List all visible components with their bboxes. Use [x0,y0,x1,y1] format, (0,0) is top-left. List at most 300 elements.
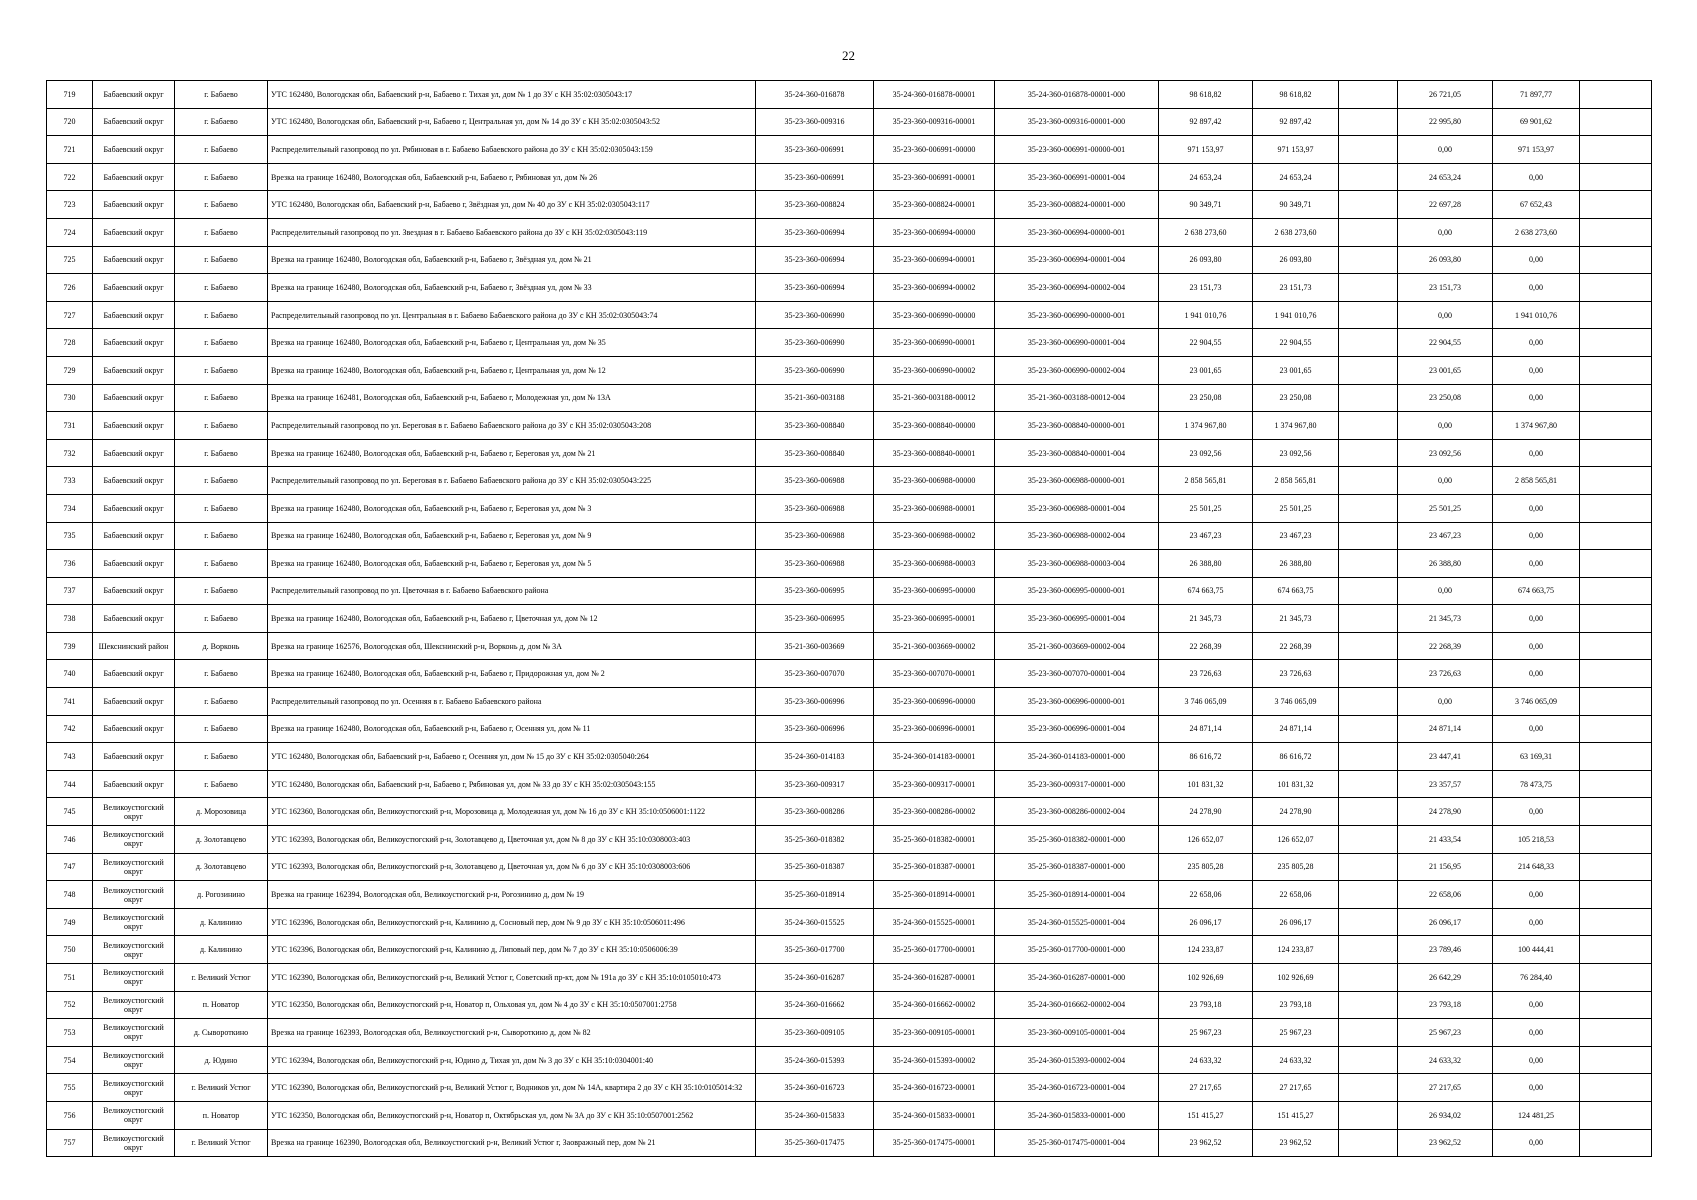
amount-cell: 101 831,32 [1159,770,1253,798]
district-cell: Великоустюгский округ [93,1046,175,1074]
amount-cell: 0,00 [1493,439,1580,467]
table-row [47,108,1652,136]
object-id-cell: 35-24-360-016287 [756,964,874,992]
object-full-id-cell: 35-24-360-015525-00001-004 [995,908,1159,936]
amount-cell: 25 967,23 [1159,1019,1253,1047]
object-description-cell: УТС 162480, Вологодская обл, Бабаевский р-н, Бабаево г. Тихая ул, дом № 1 до ЗУ с КН 35:02:0305043:17 [268,81,756,109]
object-id-cell: 35-23-360-009105 [756,1019,874,1047]
amount-cell: 92 897,42 [1253,108,1339,136]
amount-cell: 86 616,72 [1159,743,1253,771]
amount-cell: 22 697,28 [1398,191,1493,219]
object-sub-id-cell: 35-23-360-006990-00001 [874,329,995,357]
object-full-id-cell: 35-24-360-015833-00001-000 [995,1101,1159,1129]
object-description-cell: УТС 162350, Вологодская обл, Великоустюгский р-н, Новатор п, Ольховая ул, дом № 4 до ЗУ с КН 35:10:0507001:2758 [268,991,756,1019]
object-full-id-cell: 35-24-360-016287-00001-000 [995,964,1159,992]
amount-cell: 2 858 565,81 [1493,467,1580,495]
district-cell: Великоустюгский округ [93,853,175,881]
amount-cell: 67 652,43 [1493,191,1580,219]
object-id-cell: 35-23-360-006988 [756,467,874,495]
amount-cell: 22 658,06 [1159,881,1253,909]
object-sub-id-cell: 35-23-360-006995-00001 [874,605,995,633]
object-full-id-cell: 35-23-360-006996-00000-001 [995,688,1159,716]
object-id-cell: 35-23-360-006990 [756,356,874,384]
district-cell: Бабаевский округ [93,191,175,219]
object-id-cell: 35-23-360-006995 [756,605,874,633]
district-cell: Бабаевский округ [93,715,175,743]
district-cell: Бабаевский округ [93,136,175,164]
amount-cell: 76 284,40 [1493,964,1580,992]
empty-cell [1339,715,1398,743]
amount-cell: 25 967,23 [1253,1019,1339,1047]
amount-cell: 22 268,39 [1398,632,1493,660]
amount-cell: 24 633,32 [1398,1046,1493,1074]
empty-cell [1580,770,1652,798]
object-full-id-cell: 35-23-360-006988-00000-001 [995,467,1159,495]
object-full-id-cell: 35-23-360-009316-00001-000 [995,108,1159,136]
district-cell: Великоустюгский округ [93,1129,175,1157]
amount-cell: 971 153,97 [1493,136,1580,164]
amount-cell: 235 805,28 [1159,853,1253,881]
row-number: 731 [47,412,93,440]
empty-cell [1339,605,1398,633]
table-row [47,964,1652,992]
row-number: 722 [47,163,93,191]
amount-cell: 24 653,24 [1253,163,1339,191]
object-id-cell: 35-23-360-006988 [756,550,874,578]
object-description-cell: Врезка на границе 162480, Вологодская обл, Бабаевский р-н, Бабаево г, Береговая ул, дом № 3 [268,494,756,522]
empty-cell [1580,688,1652,716]
amount-cell: 23 726,63 [1159,660,1253,688]
table-row [47,936,1652,964]
object-sub-id-cell: 35-24-360-015833-00001 [874,1101,995,1129]
object-sub-id-cell: 35-24-360-016723-00001 [874,1074,995,1102]
table-row [47,218,1652,246]
object-description-cell: Врезка на границе 162481, Вологодская обл, Бабаевский р-н, Бабаево г, Молодежная ул, дом № 13А [268,384,756,412]
table-row [47,1129,1652,1157]
amount-cell: 2 638 273,60 [1159,218,1253,246]
object-full-id-cell: 35-25-360-018914-00001-004 [995,881,1159,909]
empty-cell [1339,218,1398,246]
amount-cell: 1 374 967,80 [1493,412,1580,440]
district-cell: Шекснинский район [93,632,175,660]
object-sub-id-cell: 35-23-360-006994-00000 [874,218,995,246]
object-full-id-cell: 35-23-360-006995-00000-001 [995,577,1159,605]
amount-cell: 22 658,06 [1253,881,1339,909]
table-row [47,1101,1652,1129]
empty-cell [1339,467,1398,495]
object-id-cell: 35-23-360-006994 [756,274,874,302]
amount-cell: 24 871,14 [1398,715,1493,743]
object-id-cell: 35-23-360-006995 [756,577,874,605]
amount-cell: 0,00 [1493,798,1580,826]
empty-cell [1339,356,1398,384]
object-id-cell: 35-24-360-015525 [756,908,874,936]
amount-cell: 0,00 [1493,550,1580,578]
empty-cell [1339,632,1398,660]
amount-cell: 0,00 [1493,632,1580,660]
object-sub-id-cell: 35-23-360-008286-00002 [874,798,995,826]
row-number: 735 [47,522,93,550]
object-description-cell: УТС 162480, Вологодская обл, Бабаевский р-н, Бабаево г, Центральная ул, дом № 14 до ЗУ с КН 35:02:0305043:52 [268,108,756,136]
amount-cell: 71 897,77 [1493,81,1580,109]
amount-cell: 27 217,65 [1159,1074,1253,1102]
object-id-cell: 35-24-360-016878 [756,81,874,109]
empty-cell [1339,936,1398,964]
locality-cell: г. Бабаево [175,384,268,412]
empty-cell [1339,1074,1398,1102]
table-row [47,715,1652,743]
table-row [47,908,1652,936]
empty-cell [1339,881,1398,909]
row-number: 754 [47,1046,93,1074]
amount-cell: 674 663,75 [1253,577,1339,605]
amount-cell: 24 871,14 [1159,715,1253,743]
amount-cell: 105 218,53 [1493,826,1580,854]
row-number: 747 [47,853,93,881]
object-sub-id-cell: 35-23-360-006991-00000 [874,136,995,164]
amount-cell: 0,00 [1398,301,1493,329]
district-cell: Бабаевский округ [93,770,175,798]
locality-cell: г. Бабаево [175,494,268,522]
district-cell: Великоустюгский округ [93,881,175,909]
amount-cell: 100 444,41 [1493,936,1580,964]
table-row [47,550,1652,578]
amount-cell: 26 934,02 [1398,1101,1493,1129]
row-number: 739 [47,632,93,660]
empty-cell [1580,660,1652,688]
object-sub-id-cell: 35-24-360-015393-00002 [874,1046,995,1074]
locality-cell: г. Бабаево [175,274,268,302]
amount-cell: 23 357,57 [1398,770,1493,798]
empty-cell [1339,439,1398,467]
amount-cell: 24 278,90 [1159,798,1253,826]
amount-cell: 26 388,80 [1398,550,1493,578]
empty-cell [1339,274,1398,302]
object-sub-id-cell: 35-24-360-016287-00001 [874,964,995,992]
locality-cell: г. Бабаево [175,467,268,495]
amount-cell: 90 349,71 [1253,191,1339,219]
amount-cell: 23 001,65 [1159,356,1253,384]
empty-cell [1339,660,1398,688]
amount-cell: 0,00 [1493,274,1580,302]
amount-cell: 971 153,97 [1159,136,1253,164]
locality-cell: д. Калинино [175,908,268,936]
object-sub-id-cell: 35-23-360-006994-00002 [874,274,995,302]
amount-cell: 0,00 [1398,218,1493,246]
locality-cell: г. Бабаево [175,522,268,550]
table-row [47,826,1652,854]
amount-cell: 126 652,07 [1253,826,1339,854]
amount-cell: 23 151,73 [1253,274,1339,302]
locality-cell: д. Сывороткино [175,1019,268,1047]
empty-cell [1580,1074,1652,1102]
object-description-cell: Врезка на границе 162480, Вологодская обл, Бабаевский р-н, Бабаево г, Осенняя ул, дом № 11 [268,715,756,743]
table-row [47,770,1652,798]
empty-cell [1580,991,1652,1019]
row-number: 728 [47,329,93,357]
object-description-cell: УТС 162390, Вологодская обл, Великоустюгский р-н, Великий Устюг г, Водников ул, дом № 14А, квартира 2 до ЗУ с КН 35:10:0105014:32 [268,1074,756,1102]
amount-cell: 2 858 565,81 [1253,467,1339,495]
empty-cell [1339,991,1398,1019]
empty-cell [1339,136,1398,164]
object-id-cell: 35-24-360-016662 [756,991,874,1019]
amount-cell: 674 663,75 [1493,577,1580,605]
object-id-cell: 35-24-360-015833 [756,1101,874,1129]
row-number: 740 [47,660,93,688]
locality-cell: г. Бабаево [175,412,268,440]
table-row [47,1019,1652,1047]
empty-cell [1339,770,1398,798]
object-sub-id-cell: 35-24-360-016878-00001 [874,81,995,109]
object-full-id-cell: 35-23-360-006990-00001-004 [995,329,1159,357]
amount-cell: 27 217,65 [1398,1074,1493,1102]
empty-cell [1580,1129,1652,1157]
object-description-cell: Врезка на границе 162576, Вологодская обл, Шекснинский р-н, Ворконь д, дом № 3А [268,632,756,660]
object-description-cell: УТС 162480, Вологодская обл, Бабаевский р-н, Бабаево г, Звёздная ул, дом № 40 до ЗУ с КН 35:02:0305043:117 [268,191,756,219]
empty-cell [1339,550,1398,578]
district-cell: Бабаевский округ [93,356,175,384]
locality-cell: г. Бабаево [175,660,268,688]
amount-cell: 23 793,18 [1398,991,1493,1019]
object-sub-id-cell: 35-23-360-007070-00001 [874,660,995,688]
amount-cell: 124 233,87 [1159,936,1253,964]
locality-cell: г. Бабаево [175,356,268,384]
empty-cell [1580,246,1652,274]
empty-cell [1580,412,1652,440]
object-sub-id-cell: 35-23-360-009105-00001 [874,1019,995,1047]
table-row [47,1046,1652,1074]
object-description-cell: УТС 162396, Вологодская обл, Великоустюгский р-н, Калинино д, Липовый пер, дом № 7 до ЗУ с КН 35:10:0506006:39 [268,936,756,964]
empty-cell [1580,908,1652,936]
locality-cell: д. Юдино [175,1046,268,1074]
object-description-cell: Врезка на границе 162480, Вологодская обл, Бабаевский р-н, Бабаево г, Придорожная ул, дом № 2 [268,660,756,688]
amount-cell: 26 388,80 [1253,550,1339,578]
district-cell: Великоустюгский округ [93,964,175,992]
object-sub-id-cell: 35-25-360-017475-00001 [874,1129,995,1157]
locality-cell: г. Бабаево [175,218,268,246]
empty-cell [1339,798,1398,826]
object-full-id-cell: 35-23-360-006991-00000-001 [995,136,1159,164]
object-id-cell: 35-23-360-008840 [756,412,874,440]
amount-cell: 0,00 [1493,881,1580,909]
district-cell: Бабаевский округ [93,81,175,109]
district-cell: Бабаевский округ [93,108,175,136]
object-description-cell: Врезка на границе 162480, Вологодская обл, Бабаевский р-н, Бабаево г, Центральная ул, дом № 12 [268,356,756,384]
amount-cell: 101 831,32 [1253,770,1339,798]
object-description-cell: Распределительный газопровод по ул. Центральная в г. Бабаево Бабаевского района до ЗУ с КН 35:02:0305043:74 [268,301,756,329]
table-row [47,632,1652,660]
object-sub-id-cell: 35-23-360-006996-00001 [874,715,995,743]
object-description-cell: УТС 162360, Вологодская обл, Великоустюгский р-н, Морозовица д, Молодежная ул, дом № 16 до ЗУ с КН 35:10:0506001:1122 [268,798,756,826]
locality-cell: г. Бабаево [175,246,268,274]
object-full-id-cell: 35-23-360-008824-00001-000 [995,191,1159,219]
amount-cell: 24 653,24 [1159,163,1253,191]
amount-cell: 0,00 [1493,329,1580,357]
locality-cell: г. Бабаево [175,550,268,578]
amount-cell: 22 995,80 [1398,108,1493,136]
table-row [47,136,1652,164]
empty-cell [1339,826,1398,854]
object-id-cell: 35-23-360-007070 [756,660,874,688]
object-sub-id-cell: 35-23-360-006990-00000 [874,301,995,329]
object-sub-id-cell: 35-23-360-006990-00002 [874,356,995,384]
amount-cell: 23 467,23 [1253,522,1339,550]
row-number: 730 [47,384,93,412]
amount-cell: 23 001,65 [1253,356,1339,384]
object-description-cell: Распределительный газопровод по ул. Осенняя в г. Бабаево Бабаевского района [268,688,756,716]
object-sub-id-cell: 35-24-360-015525-00001 [874,908,995,936]
object-id-cell: 35-25-360-018382 [756,826,874,854]
empty-cell [1580,522,1652,550]
row-number: 748 [47,881,93,909]
empty-cell [1339,108,1398,136]
district-cell: Бабаевский округ [93,439,175,467]
table-row [47,660,1652,688]
object-full-id-cell: 35-25-360-017700-00001-000 [995,936,1159,964]
amount-cell: 214 648,33 [1493,853,1580,881]
row-number: 741 [47,688,93,716]
district-cell: Бабаевский округ [93,246,175,274]
amount-cell: 21 345,73 [1253,605,1339,633]
row-number: 737 [47,577,93,605]
table-row [47,577,1652,605]
district-cell: Бабаевский округ [93,163,175,191]
table-row [47,522,1652,550]
object-full-id-cell: 35-24-360-016723-00001-004 [995,1074,1159,1102]
amount-cell: 25 967,23 [1398,1019,1493,1047]
object-full-id-cell: 35-24-360-016878-00001-000 [995,81,1159,109]
object-id-cell: 35-23-360-008824 [756,191,874,219]
amount-cell: 63 169,31 [1493,743,1580,771]
amount-cell: 3 746 065,09 [1159,688,1253,716]
locality-cell: г. Бабаево [175,715,268,743]
object-description-cell: Врезка на границе 162480, Вологодская обл, Бабаевский р-н, Бабаево г, Звёздная ул, дом № 21 [268,246,756,274]
amount-cell: 24 633,32 [1159,1046,1253,1074]
object-full-id-cell: 35-21-360-003188-00012-004 [995,384,1159,412]
empty-cell [1580,494,1652,522]
row-number: 721 [47,136,93,164]
locality-cell: г. Бабаево [175,81,268,109]
object-full-id-cell: 35-23-360-006994-00000-001 [995,218,1159,246]
amount-cell: 22 268,39 [1253,632,1339,660]
object-id-cell: 35-23-360-006996 [756,688,874,716]
object-id-cell: 35-25-360-018914 [756,881,874,909]
row-number: 729 [47,356,93,384]
empty-cell [1339,743,1398,771]
amount-cell: 22 658,06 [1398,881,1493,909]
object-full-id-cell: 35-23-360-009105-00001-004 [995,1019,1159,1047]
locality-cell: д. Рогозинино [175,881,268,909]
district-cell: Бабаевский округ [93,494,175,522]
amount-cell: 0,00 [1493,522,1580,550]
empty-cell [1339,688,1398,716]
empty-cell [1580,191,1652,219]
row-number: 723 [47,191,93,219]
locality-cell: п. Новатор [175,1101,268,1129]
object-description-cell: Врезка на границе 162480, Вологодская обл, Бабаевский р-н, Бабаево г, Центральная ул, дом № 35 [268,329,756,357]
amount-cell: 23 001,65 [1398,356,1493,384]
object-sub-id-cell: 35-23-360-006991-00001 [874,163,995,191]
empty-cell [1580,550,1652,578]
amount-cell: 26 093,80 [1398,246,1493,274]
amount-cell: 0,00 [1398,136,1493,164]
locality-cell: п. Новатор [175,991,268,1019]
amount-cell: 78 473,75 [1493,770,1580,798]
object-sub-id-cell: 35-24-360-016662-00002 [874,991,995,1019]
empty-cell [1339,964,1398,992]
empty-cell [1580,163,1652,191]
object-id-cell: 35-23-360-006994 [756,218,874,246]
amount-cell: 0,00 [1398,577,1493,605]
table-row [47,356,1652,384]
row-number: 743 [47,743,93,771]
registry-table-body [47,81,1652,1157]
object-description-cell: Распределительный газопровод по ул. Рябиновая в г. Бабаево Бабаевского района до ЗУ с КН 35:02:0305043:159 [268,136,756,164]
object-sub-id-cell: 35-23-360-006988-00001 [874,494,995,522]
table-row [47,494,1652,522]
amount-cell: 23 962,52 [1159,1129,1253,1157]
amount-cell: 92 897,42 [1159,108,1253,136]
locality-cell: г. Великий Устюг [175,1074,268,1102]
empty-cell [1580,798,1652,826]
row-number: 733 [47,467,93,495]
amount-cell: 3 746 065,09 [1253,688,1339,716]
object-full-id-cell: 35-24-360-014183-00001-000 [995,743,1159,771]
amount-cell: 23 789,46 [1398,936,1493,964]
object-id-cell: 35-23-360-009316 [756,108,874,136]
object-id-cell: 35-21-360-003188 [756,384,874,412]
locality-cell: г. Великий Устюг [175,964,268,992]
object-sub-id-cell: 35-23-360-008824-00001 [874,191,995,219]
empty-cell [1339,1019,1398,1047]
amount-cell: 24 633,32 [1253,1046,1339,1074]
empty-cell [1339,494,1398,522]
amount-cell: 0,00 [1493,494,1580,522]
amount-cell: 0,00 [1398,467,1493,495]
amount-cell: 26 096,17 [1398,908,1493,936]
district-cell: Великоустюгский округ [93,1019,175,1047]
object-full-id-cell: 35-24-360-015393-00002-004 [995,1046,1159,1074]
row-number: 745 [47,798,93,826]
amount-cell: 23 467,23 [1398,522,1493,550]
amount-cell: 23 962,52 [1253,1129,1339,1157]
empty-cell [1339,577,1398,605]
object-id-cell: 35-23-360-006988 [756,494,874,522]
object-id-cell: 35-23-360-006990 [756,329,874,357]
object-description-cell: Распределительный газопровод по ул. Цветочная в г. Бабаево Бабаевского района [268,577,756,605]
object-id-cell: 35-24-360-015393 [756,1046,874,1074]
object-sub-id-cell: 35-23-360-006988-00002 [874,522,995,550]
amount-cell: 0,00 [1493,384,1580,412]
locality-cell: г. Бабаево [175,743,268,771]
empty-cell [1339,1046,1398,1074]
row-number: 749 [47,908,93,936]
object-description-cell: Врезка на границе 162480, Вологодская обл, Бабаевский р-н, Бабаево г, Береговая ул, дом № 9 [268,522,756,550]
object-id-cell: 35-23-360-006996 [756,715,874,743]
amount-cell: 25 501,25 [1253,494,1339,522]
amount-cell: 0,00 [1493,1074,1580,1102]
table-row [47,688,1652,716]
district-cell: Великоустюгский округ [93,1101,175,1129]
locality-cell: г. Бабаево [175,108,268,136]
amount-cell: 27 217,65 [1253,1074,1339,1102]
object-id-cell: 35-25-360-017475 [756,1129,874,1157]
empty-cell [1339,384,1398,412]
locality-cell: д. Золотавцево [175,826,268,854]
object-id-cell: 35-23-360-008286 [756,798,874,826]
amount-cell: 23 092,56 [1398,439,1493,467]
amount-cell: 23 151,73 [1159,274,1253,302]
